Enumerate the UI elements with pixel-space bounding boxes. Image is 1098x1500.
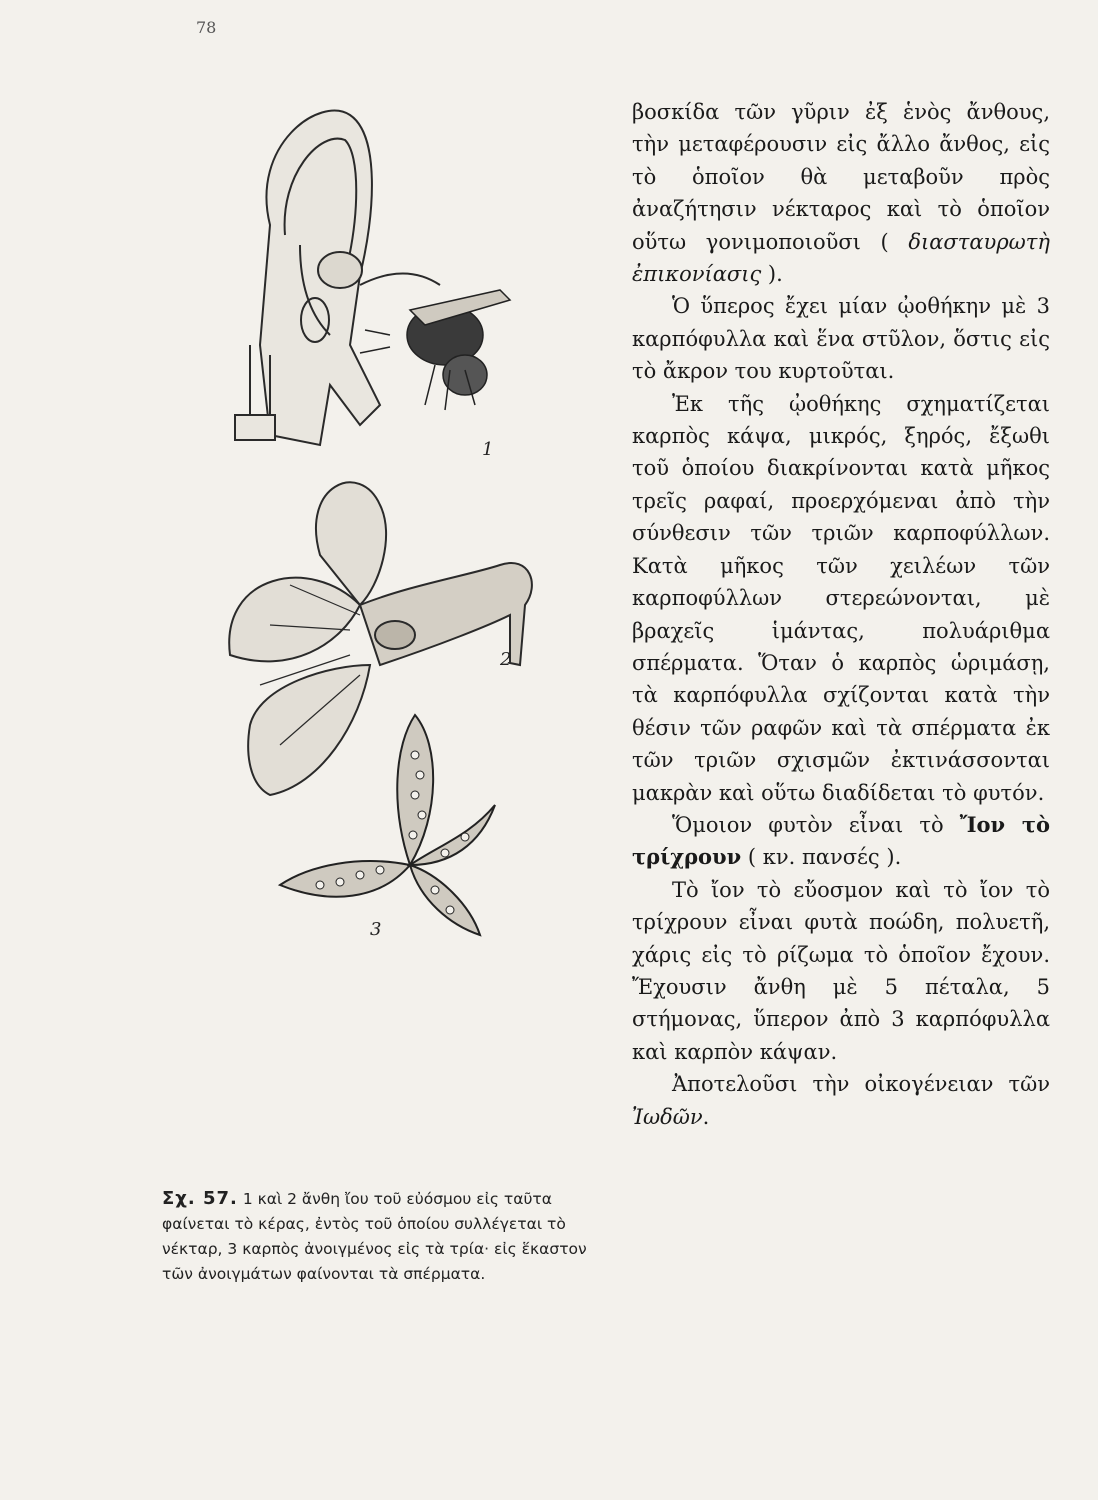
paragraph-4-end: ( κν. πανσές ). — [741, 845, 902, 870]
paragraph-6-text: Ἀποτελοῦσι τὴν οἰκογένειαν τῶν — [672, 1072, 1050, 1097]
figure-label-1: 1 — [482, 439, 494, 460]
flower-side-view-drawing — [229, 482, 532, 795]
paragraph-4 — [632, 809, 1050, 874]
bee-drawing — [360, 290, 510, 410]
paragraph-4-text: Ὅμοιον φυτὸν εἶναι τὸ — [672, 812, 960, 837]
paragraph-1-italic: διασταυρωτὴ ἐπικονίασις — [632, 229, 1050, 287]
paragraph-6-end: . — [702, 1104, 710, 1129]
paragraph-1-text: βοσκίδα τῶν γῦριν ἐξ ἑνὸς ἄνθους, τὴν μεταφέρουσιν εἰς ἄλλο ἄνθος, εἰς τὸ ὁποῖον θὰ μεταβοῦν πρὸς ἀναζήτησιν νέκταρος καὶ τὸ ὁποῖον οὕτω γονιμοποιοῦσι ( — [632, 100, 1050, 254]
caption-lead: Σχ. 57. — [162, 1188, 238, 1209]
body-text — [632, 96, 1050, 1133]
violet-illustration — [210, 85, 600, 985]
paragraph-2: Ὁ ὕπερος ἔχει μίαν ᾠοθήκην μὲ 3 καρπόφυλλα καὶ ἕνα στῦλον, ὅστις εἰς τὸ ἄκρον του κυρτοῦται. — [632, 294, 1050, 384]
paragraph-5: Τὸ ἴον τὸ εὔοσμον καὶ τὸ ἴον τὸ τρίχρουν εἶναι φυτὰ ποώδη, πολυετῆ, χάρις εἰς τὸ ρίζωμα τὸ ὁποῖον ἔχουν. Ἔχουσιν ἄνθη μὲ 5 πέταλα, 5 στήμονας, ὕπερον ἀπὸ 3 καρπόφυλλα καὶ καρπὸν κάψαν. — [632, 877, 1050, 1064]
paragraph-6-italic: Ἰωδῶν — [632, 1104, 703, 1129]
paragraph-6 — [632, 1068, 1050, 1133]
paragraph-4-bold: Ἴον τὸ τρίχρουν — [632, 811, 1050, 870]
figure-caption — [162, 1186, 592, 1287]
paragraph-1 — [632, 96, 1050, 290]
figure-label-2: 2 — [500, 649, 512, 670]
flower-cross-section-drawing — [235, 111, 440, 445]
paragraph-3: Ἐκ τῆς ᾠοθήκης σχηματίζεται καρπὸς κάψα, μικρός, ξηρός, ἔξωθι τοῦ ὁποίου διακρίνονται κατὰ μῆκος τρεῖς ραφαί, προερχόμεναι ἀπὸ τὴν σύνθεσιν τῶν τριῶν καρποφύλλων. Κατὰ μῆκος τῶν χειλέων τῶν καρποφύλλων στερεώνονται, μὲ βραχεῖς ἱμάντας, πολυάριθμα σπέρματα. Ὅταν ὁ καρπὸς ὡριμάσῃ, τὰ καρπόφυλλα σχίζονται κατὰ τὴν θέσιν τῶν ραφῶν καὶ τὰ σπέρματα ἐκ τῶν τριῶν σχισμῶν ἐκτινάσσονται μακρὰν καὶ οὕτω διαδίδεται τὸ φυτόν. — [632, 391, 1050, 805]
page-number: 78 — [196, 18, 217, 37]
paragraph-1-end: ). — [767, 262, 783, 287]
caption-text: 1 καὶ 2 ἄνθη ἴου τοῦ εὐόσμου εἰς ταῦτα φαίνεται τὸ κέρας, ἐντὸς τοῦ ὁποίου συλλέγεται τὸ νέκταρ, 3 καρπὸς ἀνοιγμένος εἰς τὰ τρία· εἰς ἕκαστον τῶν ἀνοιγμάτων φαίνονται τὰ σπέρματα. — [162, 1190, 587, 1283]
figure-label-3: 3 — [370, 919, 382, 940]
